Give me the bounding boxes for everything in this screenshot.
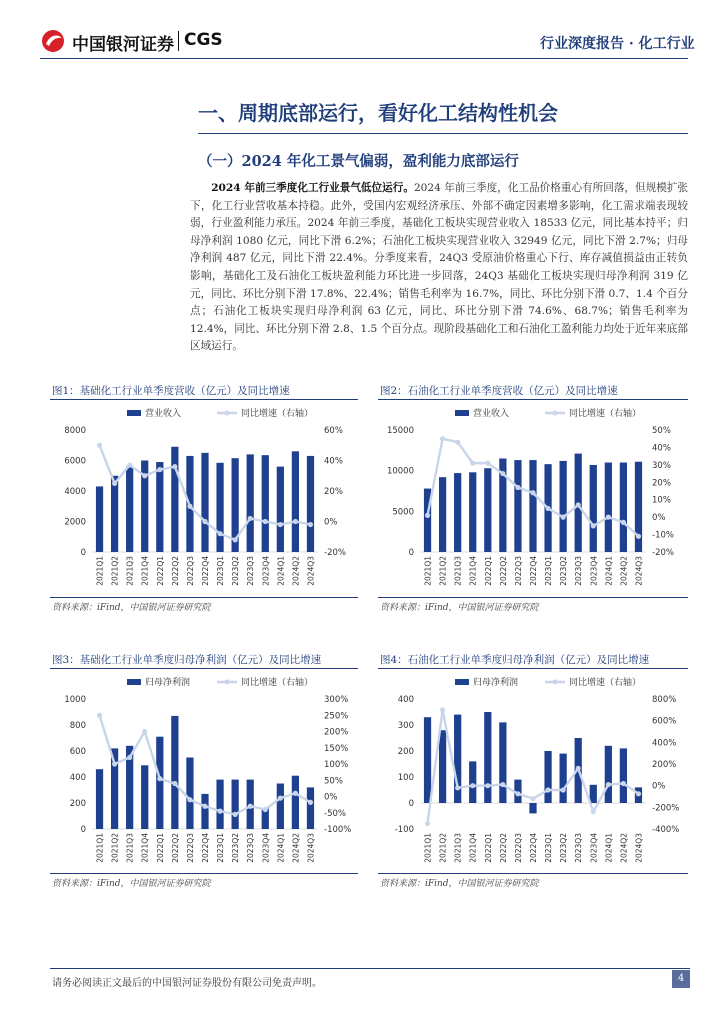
line-point — [278, 522, 283, 527]
left-tick-label: 0 — [408, 799, 414, 809]
line-point — [425, 821, 430, 826]
right-tick-label: 250% — [324, 711, 349, 722]
line-point — [248, 516, 253, 521]
bar — [201, 794, 208, 829]
left-tick-label: 200 — [397, 747, 414, 757]
category-label: 2023Q4 — [589, 556, 599, 586]
line-point — [606, 782, 611, 787]
bar — [529, 460, 536, 552]
right-tick-label: 10% — [652, 495, 671, 506]
left-tick-label: 800 — [69, 721, 86, 731]
category-label: 2022Q4 — [529, 833, 538, 863]
figure-2-source-rule — [378, 597, 688, 598]
line-point — [621, 781, 626, 786]
left-tick-label: 0 — [80, 825, 86, 835]
category-label: 2023Q3 — [574, 556, 584, 586]
left-tick-label: 400 — [69, 773, 86, 783]
bar — [560, 461, 567, 552]
right-tick-label: 50% — [652, 426, 671, 436]
category-label: 2023Q1 — [216, 833, 226, 863]
line-point — [97, 713, 102, 718]
right-tick-label: 300% — [324, 695, 349, 705]
header-rule — [40, 58, 688, 59]
right-tick-label: 0% — [652, 513, 666, 524]
line-point — [263, 519, 268, 524]
line-point — [455, 785, 460, 790]
line-point — [561, 787, 566, 792]
line-point — [112, 481, 117, 486]
legend-swatch-bar — [455, 410, 469, 416]
figure-1-title: 图1：基础化工行业单季度营收（亿元）及同比增速 — [52, 385, 290, 397]
right-tick-label: 0% — [652, 781, 666, 792]
bar — [620, 748, 627, 803]
category-label: 2021Q3 — [125, 833, 135, 863]
line-point — [308, 522, 313, 527]
line-point — [187, 797, 192, 802]
chart-4 — [378, 671, 688, 871]
line-point — [485, 783, 490, 788]
line-point — [440, 707, 445, 712]
bar — [216, 780, 223, 829]
right-tick-label: 200% — [324, 727, 349, 738]
bar — [171, 447, 178, 552]
line-point — [591, 809, 596, 814]
line-point — [545, 506, 550, 511]
category-label: 2021Q3 — [453, 556, 463, 586]
left-tick-label: 300 — [397, 721, 414, 731]
line-point — [202, 519, 207, 524]
line-point — [515, 485, 520, 490]
category-label: 2022Q1 — [155, 556, 165, 586]
logo — [40, 28, 68, 54]
legend-label-bar: 归母净利润 — [145, 678, 191, 688]
right-tick-label: -20% — [652, 548, 674, 558]
line-point — [112, 761, 117, 766]
right-tick-label: 0% — [324, 792, 338, 803]
right-tick-label: 30% — [652, 460, 671, 471]
legend-label-bar: 营业收入 — [473, 409, 510, 419]
legend-label-line: 同比增速（右轴） — [241, 678, 314, 688]
category-label: 2021Q3 — [125, 556, 135, 586]
legend-swatch-bar — [127, 410, 141, 416]
line-point — [308, 800, 313, 805]
category-label: 2023Q3 — [246, 556, 256, 586]
line-point — [97, 443, 102, 448]
category-label: 2023Q4 — [261, 556, 271, 586]
bar — [156, 462, 163, 552]
bar — [590, 785, 597, 803]
category-label: 2021Q2 — [110, 833, 120, 863]
left-tick-label: 8000 — [64, 426, 86, 436]
bar — [484, 468, 491, 552]
legend-label-line: 同比增速（右轴） — [241, 409, 314, 419]
bar — [424, 717, 431, 803]
line-point — [530, 796, 535, 801]
figure-4-source-rule — [378, 873, 688, 874]
bar — [171, 716, 178, 829]
category-label: 2021Q1 — [423, 556, 433, 586]
left-tick-label: 200 — [69, 799, 86, 809]
right-tick-label: 60% — [324, 426, 343, 436]
right-tick-label: -10% — [652, 530, 674, 541]
footer-disclaimer: 请务必阅读正文最后的中国银河证券股份有限公司免责声明。 — [52, 978, 322, 989]
bar — [307, 456, 314, 552]
category-label: 2024Q1 — [276, 556, 286, 586]
line-point — [455, 440, 460, 445]
chart-2 — [378, 402, 688, 594]
right-tick-label: 200% — [652, 760, 677, 770]
category-label: 2022Q3 — [185, 833, 195, 863]
line-point — [293, 791, 298, 796]
figure-4-source: 资料来源：iFind，中国银河证券研究院 — [380, 879, 539, 889]
line-point — [127, 755, 132, 760]
category-label: 2021Q1 — [95, 833, 105, 863]
left-tick-label: 0 — [80, 548, 86, 558]
bar — [560, 754, 567, 803]
bar — [469, 472, 476, 552]
line-point — [293, 519, 298, 524]
bar — [141, 765, 148, 829]
figure-2-title: 图2：石油化工行业单季度营收（亿元）及同比增速 — [380, 385, 618, 397]
category-label: 2022Q1 — [155, 833, 165, 863]
bar — [186, 758, 193, 830]
category-label: 2021Q4 — [468, 833, 478, 863]
bar — [620, 463, 627, 552]
legend-swatch-bar — [455, 679, 469, 685]
legend-marker-line — [225, 411, 230, 416]
category-label: 2021Q3 — [453, 833, 463, 863]
bar — [292, 451, 299, 552]
bar — [469, 761, 476, 803]
category-label: 2021Q4 — [140, 556, 150, 586]
figure-3-source: 资料来源：iFind，中国银河证券研究院 — [52, 879, 211, 889]
figure-3-rule — [50, 668, 358, 669]
category-label: 2023Q1 — [544, 556, 554, 586]
figure-1-rule — [50, 399, 358, 400]
left-tick-label: 6000 — [64, 456, 86, 467]
category-label: 2023Q1 — [544, 833, 554, 863]
line-point — [561, 515, 566, 520]
line-point — [172, 781, 177, 786]
body-paragraph — [190, 180, 688, 356]
category-label: 2022Q2 — [170, 833, 180, 863]
line-point — [606, 515, 611, 520]
right-tick-label: -50% — [324, 808, 346, 819]
category-label: 2023Q2 — [231, 833, 241, 863]
category-label: 2024Q3 — [306, 556, 316, 586]
left-tick-label: 600 — [69, 747, 86, 757]
bar — [277, 784, 284, 830]
category-label: 2022Q2 — [498, 556, 508, 586]
right-tick-label: -100% — [324, 825, 352, 835]
line-point — [576, 766, 581, 771]
bar — [156, 737, 163, 829]
category-label: 2021Q1 — [423, 833, 433, 863]
category-label: 2023Q2 — [559, 556, 569, 586]
category-label: 2021Q2 — [438, 556, 448, 586]
left-tick-label: 15000 — [386, 426, 414, 436]
line-point — [545, 787, 550, 792]
figure-4-title: 图4：石油化工行业单季度归母净利润（亿元）及同比增速 — [380, 654, 650, 666]
right-tick-label: 20% — [652, 478, 671, 489]
category-label: 2022Q2 — [498, 833, 508, 863]
paragraph-body: 2024 年前三季度，化工品价格重心有所回落，但规模扩张下，化工行业营收基本持稳。此外，受国内宏观经济承压、外部不确定因素增多影响，化工需求端表现较弱，行业盈利能力承压。2024 年前三季度，基础化工板块实现营业收入 18533 亿元，同比基本持平；归母净利润 1080 亿元，同比下滑 6.2%；石油化工板块实现营业收入 32949 亿元，同比下滑 2.7%；归母净利润 487 亿元，同比下滑 22.4%。分季度来看，24Q3 受原油价格重心下行、库存减值损益由正转负影响，基础化工及石油化工板块盈利能力环比进一步回落，24Q3 基础化工板块实现归母净利润 319 亿元，同比、环比分别下滑 17.8%、22.4%；销售毛利率为 16.7%，同比、环比分别下滑 0.7、1.4 个百分点；石油化工板块实现归母净利润 63 亿元，同比、环比分别下滑 74.6%、68.7%；销售毛利率为 12.4%，同比、环比分别下滑 2.8、1.5 个百分点。现阶段基础化工和石油化工盈利能力均处于近年来底部区域运行。 — [190, 182, 689, 353]
figure-3-source-rule — [50, 873, 358, 874]
left-tick-label: 4000 — [64, 487, 86, 497]
right-tick-label: -200% — [652, 803, 680, 814]
bar — [529, 803, 536, 813]
bar — [499, 722, 506, 803]
line-point — [515, 791, 520, 796]
category-label: 2022Q3 — [513, 556, 523, 586]
category-label: 2022Q4 — [529, 556, 538, 586]
right-tick-label: 100% — [324, 760, 349, 770]
bar — [590, 465, 597, 552]
line-point — [500, 782, 505, 787]
line-point — [217, 531, 222, 536]
chart-1 — [50, 402, 360, 594]
category-label: 2022Q1 — [483, 833, 493, 863]
category-label: 2022Q1 — [483, 556, 493, 586]
right-tick-label: 50% — [324, 776, 343, 787]
figure-1-source: 资料来源：iFind，中国银河证券研究院 — [52, 603, 211, 613]
category-label: 2022Q4 — [201, 833, 210, 863]
category-label: 2022Q3 — [513, 833, 523, 863]
category-label: 2022Q3 — [185, 556, 195, 586]
line-point — [636, 791, 641, 796]
bar — [277, 467, 284, 552]
legend-label-bar: 营业收入 — [145, 409, 182, 419]
right-tick-label: -20% — [324, 548, 346, 558]
logo-icon — [40, 28, 68, 54]
category-label: 2023Q4 — [261, 833, 271, 863]
right-tick-label: 40% — [652, 443, 671, 454]
left-tick-label: 5000 — [392, 507, 414, 518]
category-label: 2024Q1 — [604, 556, 614, 586]
category-label: 2021Q4 — [140, 833, 150, 863]
subsection-title: （一）2024 年化工景气偏弱，盈利能力底部运行 — [198, 153, 519, 170]
bar — [126, 467, 133, 552]
figure-2-source: 资料来源：iFind，中国银河证券研究院 — [380, 603, 539, 613]
legend-marker-line — [225, 680, 230, 685]
category-label: 2024Q2 — [291, 556, 301, 586]
line-point — [576, 502, 581, 507]
figure-4-rule — [378, 668, 688, 669]
left-tick-label: 100 — [397, 773, 414, 783]
line-point — [233, 537, 238, 542]
left-tick-label: 1000 — [64, 695, 86, 705]
right-tick-label: -400% — [652, 825, 680, 835]
bar — [544, 751, 551, 803]
category-label: 2021Q2 — [110, 556, 120, 586]
report-category: 行业深度报告 · 化工行业 — [540, 36, 695, 52]
legend-marker-line — [553, 411, 558, 416]
category-label: 2024Q2 — [619, 833, 629, 863]
right-tick-label: 150% — [324, 743, 349, 754]
left-tick-label: 400 — [397, 695, 414, 705]
category-label: 2023Q1 — [216, 556, 226, 586]
bar — [247, 454, 254, 552]
bar — [454, 473, 461, 552]
bar — [605, 463, 612, 552]
bar — [262, 455, 269, 552]
legend-marker-line — [553, 680, 558, 685]
bar — [111, 476, 118, 552]
right-tick-label: 600% — [652, 716, 677, 727]
category-label: 2023Q4 — [589, 833, 599, 863]
line-point — [530, 490, 535, 495]
category-label: 2024Q2 — [619, 556, 629, 586]
line-point — [500, 471, 505, 476]
category-label: 2023Q2 — [231, 556, 241, 586]
chart-3 — [50, 671, 360, 871]
bar — [307, 787, 314, 829]
right-tick-label: 40% — [324, 456, 343, 467]
line-point — [217, 809, 222, 814]
line-point — [591, 523, 596, 528]
line-point — [172, 464, 177, 469]
category-label: 2024Q3 — [634, 833, 644, 863]
bar — [439, 730, 446, 803]
line-point — [263, 807, 268, 812]
legend-label-line: 同比增速（右轴） — [569, 409, 642, 419]
right-tick-label: 0% — [324, 517, 338, 528]
category-label: 2024Q1 — [604, 833, 614, 863]
right-tick-label: 20% — [324, 487, 343, 497]
line-point — [187, 504, 192, 509]
legend-label-bar: 归母净利润 — [473, 678, 519, 688]
category-label: 2024Q2 — [291, 833, 301, 863]
paragraph-lead: 2024 年前三季度化工行业景气低位运行。 — [211, 182, 414, 194]
category-label: 2023Q2 — [559, 833, 569, 863]
bar — [605, 746, 612, 803]
line-point — [142, 729, 147, 734]
bar — [232, 780, 239, 829]
right-tick-label: 800% — [652, 695, 677, 705]
line-point — [248, 804, 253, 809]
line-point — [127, 462, 132, 467]
line-point — [425, 513, 430, 518]
bar — [292, 776, 299, 829]
right-tick-label: 400% — [652, 738, 677, 749]
bar — [484, 712, 491, 803]
footer-rule — [50, 968, 690, 969]
bar — [96, 769, 103, 829]
bar — [201, 453, 208, 552]
category-label: 2022Q4 — [201, 556, 210, 586]
bar — [216, 463, 223, 552]
title-rule — [198, 133, 688, 134]
bar — [439, 477, 446, 552]
brand-separator — [178, 31, 179, 51]
left-tick-label: -100 — [394, 825, 414, 835]
legend-label-line: 同比增速（右轴） — [569, 678, 642, 688]
line-point — [470, 461, 475, 466]
line-point — [278, 796, 283, 801]
line-point — [157, 467, 162, 472]
category-label: 2024Q1 — [276, 833, 286, 863]
line-point — [233, 812, 238, 817]
line-point — [636, 534, 641, 539]
line-point — [202, 804, 207, 809]
category-label: 2024Q3 — [634, 556, 644, 586]
category-label: 2021Q1 — [95, 556, 105, 586]
bar — [96, 486, 103, 552]
section-title: 一、周期底部运行，看好化工结构性机会 — [198, 101, 558, 125]
left-tick-label: 0 — [408, 548, 414, 558]
line-point — [157, 776, 162, 781]
brand-name: 中国银河证券 — [72, 35, 174, 55]
category-label: 2022Q2 — [170, 556, 180, 586]
legend-swatch-bar — [127, 679, 141, 685]
line-point — [470, 783, 475, 788]
page-number-box: 4 — [672, 970, 690, 988]
bar — [514, 460, 521, 552]
line-point — [621, 520, 626, 525]
line-point — [440, 436, 445, 441]
category-label: 2023Q3 — [246, 833, 256, 863]
category-label: 2021Q2 — [438, 833, 448, 863]
left-tick-label: 10000 — [386, 466, 414, 477]
line-point — [485, 461, 490, 466]
category-label: 2024Q3 — [306, 833, 316, 863]
figure-3-title: 图3：基础化工行业单季度归母净利润（亿元）及同比增速 — [52, 654, 322, 666]
left-tick-label: 2000 — [64, 517, 86, 528]
category-label: 2023Q3 — [574, 833, 584, 863]
category-label: 2021Q4 — [468, 556, 478, 586]
figure-2-rule — [378, 399, 688, 400]
line-point — [142, 473, 147, 478]
figure-1-source-rule — [50, 597, 358, 598]
brand-abbrev: CGS — [184, 30, 223, 50]
